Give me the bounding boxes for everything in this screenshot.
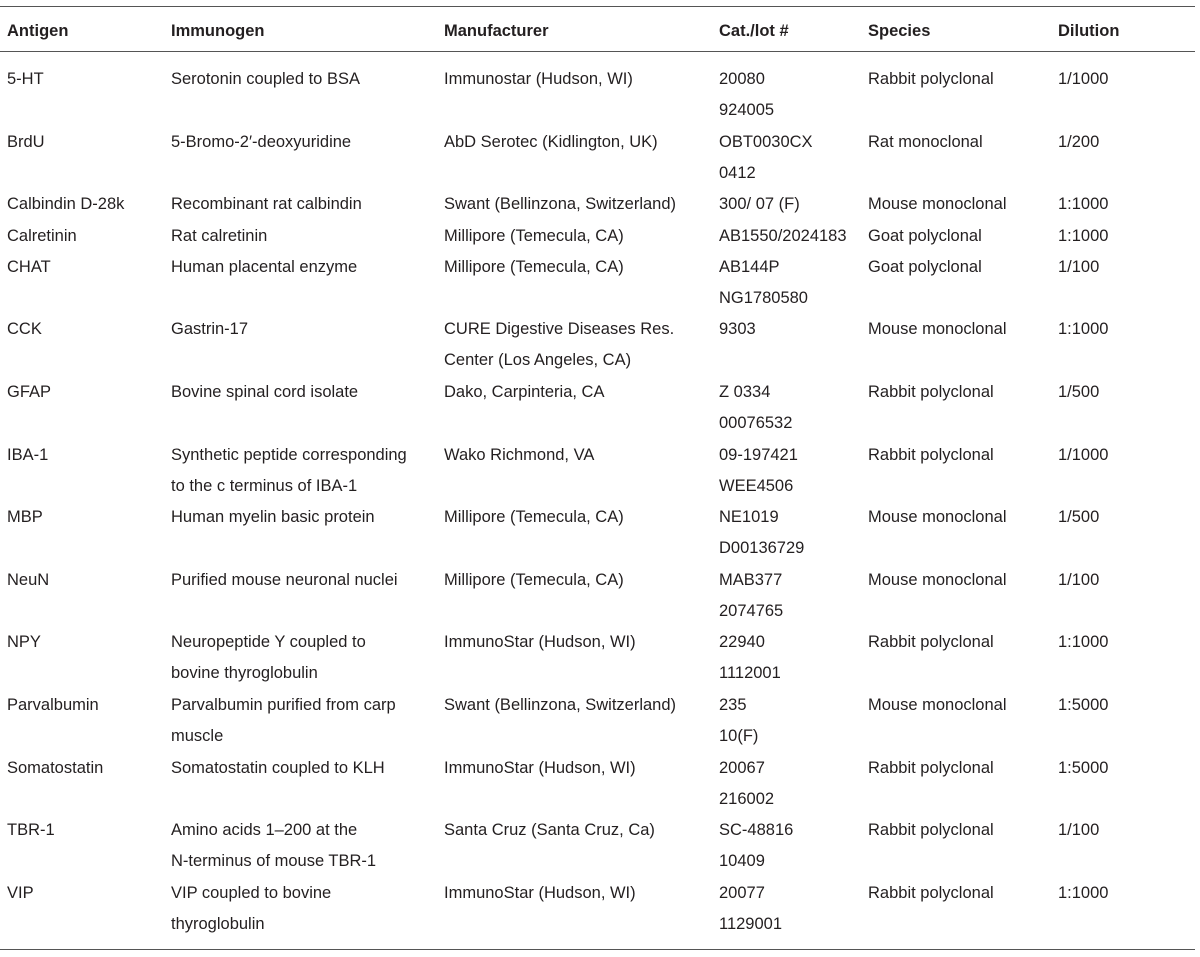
cell-species: Rabbit polyclonal: [868, 70, 994, 88]
cell-dilution: 1/1000: [1058, 445, 1109, 464]
cell-cat-lot: MAB377 2074765: [719, 570, 784, 620]
table-row: [0, 64, 1200, 127]
table-top-rule: [0, 6, 1195, 7]
table-row: [0, 878, 1200, 941]
cell-cat-lot: 235 10(F): [719, 696, 759, 745]
table-row: [0, 314, 1200, 377]
header-manufacturer: Manufacturer: [444, 22, 549, 40]
cell-manufacturer: Millipore (Temecula, CA): [444, 508, 624, 527]
cell-dilution: 1/500: [1058, 383, 1100, 401]
cell-immunogen: VIP coupled to bovine thyroglobulin: [171, 883, 332, 933]
cell-species: Mouse monoclonal: [868, 570, 1007, 589]
cell-antigen: Calretinin: [7, 226, 77, 245]
table-row: [0, 502, 1200, 565]
table-bottom-rule: [0, 949, 1195, 950]
cell-manufacturer: CURE Digestive Diseases Res. Center (Los Angeles, CA): [444, 320, 675, 370]
table-row: [0, 690, 1200, 753]
table-row: [0, 221, 1200, 252]
cell-antigen: Calbindin D-28k: [7, 195, 125, 214]
cell-antigen: VIP: [7, 883, 34, 902]
cell-manufacturer: ImmunoStar (Hudson, WI): [444, 758, 636, 777]
cell-immunogen: Gastrin-17: [171, 320, 249, 339]
cell-manufacturer: AbD Serotec (Kidlington, UK): [444, 132, 658, 151]
cell-manufacturer: Santa Cruz (Santa Cruz, Ca): [444, 821, 655, 840]
cell-species: Rabbit polyclonal: [868, 758, 994, 777]
cell-cat-lot: 20067 216002: [719, 758, 775, 808]
cell-manufacturer: Swant (Bellinzona, Switzerland): [444, 696, 677, 714]
cell-species: Rabbit polyclonal: [868, 821, 994, 840]
cell-species: Goat polyclonal: [868, 257, 982, 276]
cell-cat-lot: Z 0334 00076532: [719, 383, 793, 432]
cell-species: Mouse monoclonal: [868, 508, 1007, 527]
cell-immunogen: Amino acids 1–200 at the N-terminus of mouse TBR-1: [171, 821, 377, 871]
cell-species: Mouse monoclonal: [868, 320, 1007, 339]
cell-antigen: CCK: [7, 320, 42, 339]
table-row: [0, 753, 1200, 816]
cell-manufacturer: ImmunoStar (Hudson, WI): [444, 633, 636, 652]
cell-antigen: IBA-1: [7, 445, 49, 464]
cell-antigen: NPY: [7, 633, 41, 652]
cell-antigen: MBP: [7, 508, 43, 527]
cell-cat-lot: 09-197421 WEE4506: [719, 445, 798, 495]
cell-dilution: 1/100: [1058, 257, 1100, 276]
cell-dilution: 1:1000: [1058, 320, 1109, 339]
cell-cat-lot: 9303: [719, 320, 756, 339]
header-dilution: Dilution: [1058, 22, 1120, 40]
cell-dilution: 1:1000: [1058, 195, 1109, 214]
cell-immunogen: Purified mouse neuronal nuclei: [171, 570, 398, 589]
cell-antigen: Parvalbumin: [7, 696, 99, 714]
header-species: Species: [868, 22, 931, 40]
header-antigen: Antigen: [7, 22, 69, 40]
cell-dilution: 1/200: [1058, 132, 1100, 151]
header-immunogen: Immunogen: [171, 22, 265, 40]
cell-cat-lot: NE1019 D00136729: [719, 508, 805, 558]
cell-immunogen: Serotonin coupled to BSA: [171, 70, 360, 88]
cell-species: Rabbit polyclonal: [868, 633, 994, 652]
table-row: [0, 440, 1200, 503]
cell-cat-lot: OBT0030CX 0412: [719, 132, 813, 182]
cell-immunogen: Human myelin basic protein: [171, 508, 375, 527]
cell-cat-lot: 22940 1112001: [719, 633, 781, 683]
cell-dilution: 1/500: [1058, 508, 1100, 527]
table-row: [0, 127, 1200, 190]
cell-manufacturer: Swant (Bellinzona, Switzerland): [444, 195, 677, 214]
cell-immunogen: Neuropeptide Y coupled to bovine thyroglobulin: [171, 633, 366, 683]
table-row: [0, 252, 1200, 315]
cell-antigen: CHAT: [7, 257, 51, 276]
cell-immunogen: Human placental enzyme: [171, 257, 358, 276]
cell-immunogen: Parvalbumin purified from carp muscle: [171, 696, 396, 745]
cell-manufacturer: ImmunoStar (Hudson, WI): [444, 883, 636, 902]
cell-dilution: 1:1000: [1058, 226, 1109, 245]
cell-species: Rabbit polyclonal: [868, 883, 994, 902]
cell-dilution: 1:5000: [1058, 758, 1109, 777]
cell-immunogen: Rat calretinin: [171, 226, 268, 245]
cell-dilution: 1/1000: [1058, 70, 1109, 88]
table-header-row: [0, 18, 1200, 44]
cell-dilution: 1:5000: [1058, 696, 1109, 714]
cell-cat-lot: 300/ 07 (F): [719, 195, 800, 214]
cell-cat-lot: 20080 924005: [719, 70, 775, 119]
table-row: [0, 565, 1200, 628]
cell-manufacturer: Immunostar (Hudson, WI): [444, 70, 633, 88]
table-row: [0, 377, 1200, 440]
table-row: [0, 189, 1200, 220]
cell-dilution: 1:1000: [1058, 883, 1109, 902]
cell-manufacturer: Millipore (Temecula, CA): [444, 257, 624, 276]
header-cat-lot: Cat./lot #: [719, 22, 789, 40]
cell-immunogen: Somatostatin coupled to KLH: [171, 758, 385, 777]
cell-antigen: NeuN: [7, 570, 50, 589]
cell-cat-lot: 20077 1129001: [719, 883, 783, 933]
cell-antigen: BrdU: [7, 132, 45, 151]
table-header-rule: [0, 51, 1195, 52]
cell-immunogen: Recombinant rat calbindin: [171, 195, 362, 214]
cell-species: Rat monoclonal: [868, 132, 983, 151]
cell-antigen: GFAP: [7, 383, 52, 401]
table-row: [0, 627, 1200, 690]
cell-species: Rabbit polyclonal: [868, 445, 994, 464]
cell-immunogen: 5-Bromo-2′-deoxyuridine: [171, 132, 352, 151]
cell-manufacturer: Millipore (Temecula, CA): [444, 226, 624, 245]
cell-species: Goat polyclonal: [868, 226, 982, 245]
cell-antigen: Somatostatin: [7, 758, 104, 777]
cell-immunogen: Bovine spinal cord isolate: [171, 383, 359, 401]
table-row: [0, 815, 1200, 878]
cell-manufacturer: Millipore (Temecula, CA): [444, 570, 624, 589]
cell-cat-lot: AB1550/2024183: [719, 226, 847, 245]
cell-dilution: 1/100: [1058, 570, 1100, 589]
cell-dilution: 1/100: [1058, 821, 1100, 840]
cell-species: Mouse monoclonal: [868, 195, 1007, 214]
cell-immunogen: Synthetic peptide corresponding to the c terminus of IBA-1: [171, 445, 407, 495]
cell-antigen: 5-HT: [7, 70, 44, 88]
cell-species: Rabbit polyclonal: [868, 383, 994, 401]
cell-cat-lot: SC-48816 10409: [719, 821, 794, 871]
cell-cat-lot: AB144P NG1780580: [719, 257, 808, 307]
cell-dilution: 1:1000: [1058, 633, 1109, 652]
cell-manufacturer: Wako Richmond, VA: [444, 445, 595, 464]
cell-species: Mouse monoclonal: [868, 696, 1007, 714]
cell-antigen: TBR-1: [7, 821, 55, 840]
cell-manufacturer: Dako, Carpinteria, CA: [444, 383, 605, 401]
